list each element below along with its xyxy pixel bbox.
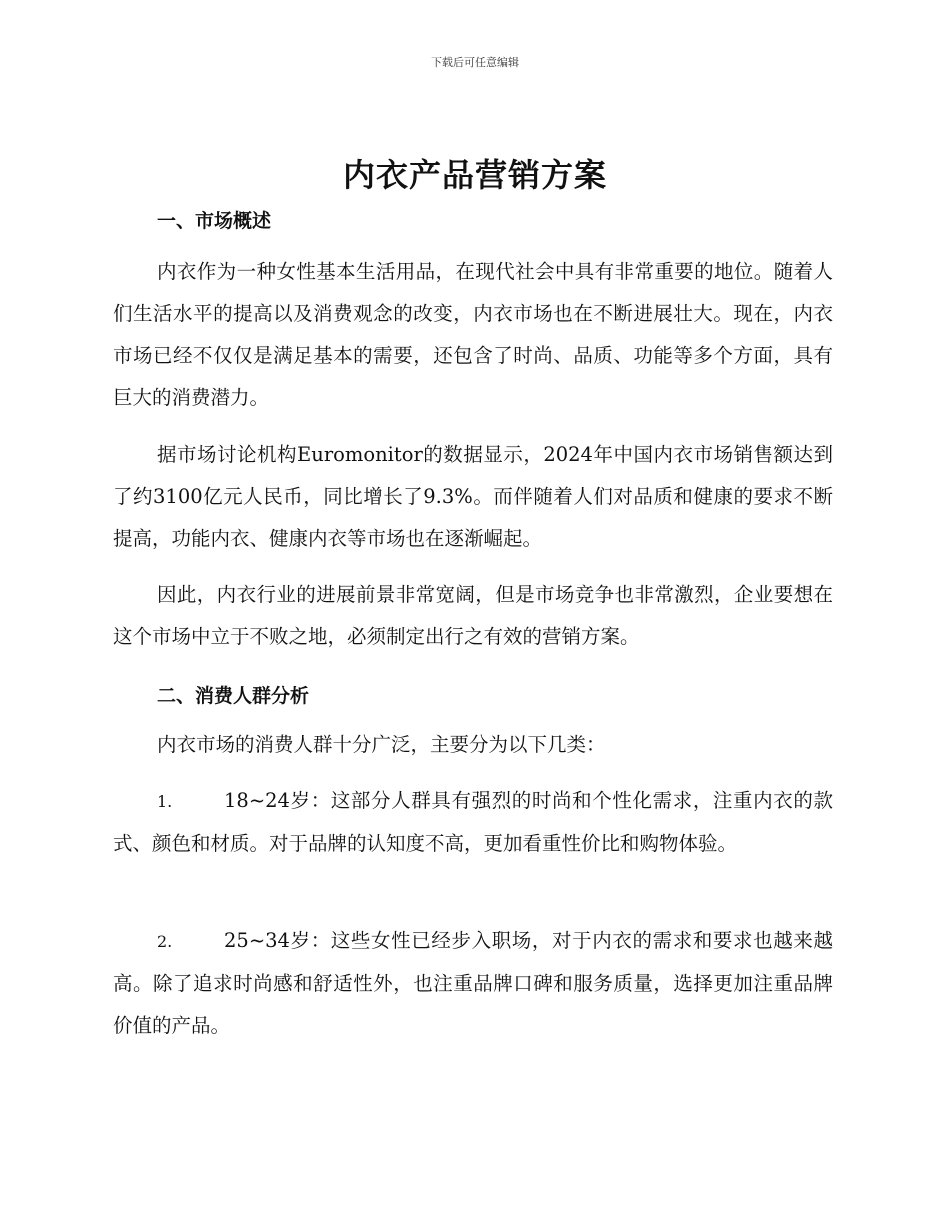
document-title: 内衣产品营销方案 (342, 156, 607, 194)
list-item-text: 18~24岁：这部分人群具有强烈的时尚和个性化需求，注重内衣的款式、颜色和材质。对于品牌的认知度不高，更加看重性价比和购物体验。 (113, 789, 833, 855)
paragraph-market-data: 据市场讨论机构Euromonitor的数据显示，2024年中国内衣市场销售额达到了约3100亿元人民币，同比增长了9.3%。而伴随着人们对品质和健康的要求不断提高，功能内衣、健康内衣等市场也在逐渐崛起。 (113, 443, 833, 550)
paragraph-consumer-intro: 内衣市场的消费人群十分广泛，主要分为以下几类： (157, 733, 606, 756)
list-item-text: 25~34岁：这些女性已经步入职场，对于内衣的需求和要求也越来越高。除了追求时尚感和舒适性外，也注重品牌口碑和服务质量，选择更加注重品牌价值的产品。 (113, 929, 833, 1037)
paragraph-market-intro: 内衣作为一种女性基本生活用品，在现代社会中具有非常重要的地位。随着人们生活水平的提高以及消费观念的改变，内衣市场也在不断进展壮大。现在，内衣市场已经不仅仅是满足基本的需要，还包含了时尚、品质、功能等多个方面，具有巨大的消费潜力。 (113, 260, 833, 409)
section-heading-consumer-analysis: 二、消费人群分析 (157, 685, 310, 707)
list-item (113, 780, 833, 865)
list-item (113, 920, 833, 1047)
header-note: 下载后可任意编辑 (431, 56, 519, 69)
list-item-number: 1. (157, 792, 173, 811)
section-heading-market-overview: 一、市场概述 (157, 210, 272, 232)
list-item-number: 2. (157, 932, 173, 951)
paragraph-market-conclusion: 因此，内衣行业的进展前景非常宽阔，但是市场竞争也非常激烈，企业要想在这个市场中立于不败之地，必须制定出行之有效的营销方案。 (113, 583, 833, 648)
